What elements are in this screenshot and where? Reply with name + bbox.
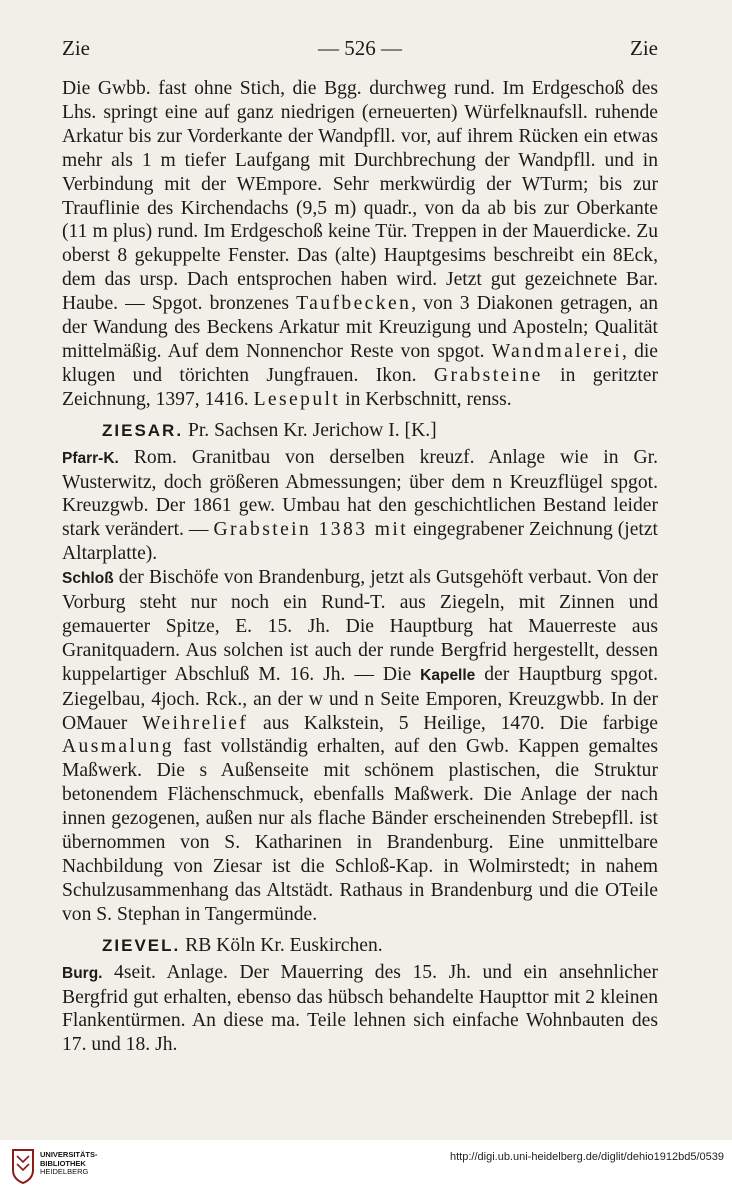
- subheading-schloss: Schloß: [62, 570, 114, 588]
- place-name-zievel: ZIEVEL.: [102, 935, 181, 955]
- paragraph-burg: Burg. 4seit. Anlage. Der Mauerring des 15. Jh. und ein ansehnlicher Bergfrid gut erhalten, ebenso das hübsch behandelte Haupttor mit 2 kleinen Flankentürmen. An diese ma. Teile lehnen sich einfache Wohnbauten des 17. und 18. Jh.: [62, 961, 658, 1056]
- subheading-kapelle: Kapelle: [420, 666, 476, 684]
- paragraph-pfarr-k: Pfarr-K. Rom. Granitbau von derselben kreuzf. Anlage wie in Gr. Wusterwitz, doch größeren Abmessungen; über dem n Kreuzflügel spgot. Kreuzgwb. Der 1861 gew. Umbau hat den geschichtlichen Bestand leider stark verändert. — Grabstein 1383 mit eingegrabener Zeichnung (jetzt Altarplatte).: [62, 446, 659, 565]
- paragraph-church-description: Die Gwbb. fast ohne Stich, die Bgg. durchweg rund. Im Erdgeschoß des Lhs. springt eine auf ganz niedrigen (erneuerten) Würfelknaufsll. ruhende Arkatur bis zur Vorderkante der Wandpfll. vor, auf ihrem Rücken ein etwas mehr als 1 m tiefer Laufgang mit Durchbrechung der Wandpfll. und in Verbindung mit der WEmpore. Sehr merkwürdig der WTurm; bis zur Trauflinie des Kirchendachs (9,5 m) quadr., von da ab bis zur Oberkante (11 m plus) rund. Im Erdgeschoß keine Tür. Treppen in der Mauerdicke. Zu oberst 8 gekuppelte Fenster. Das (alte) Hauptgesims beschreibt ein 8Eck, dem das ursp. Dach entsprochen haben wird. Jetzt gut gezeichnete Bar. Haube. — Spgot. bronzenes Taufbecken, von 3 Diakonen getragen, an der Wandung des Beckens Arkatur mit Kreuzigung und Aposteln; Qualität mittelmäßig. Auf dem Nonnenchor Reste von spgot. Wandmalerei, die klugen und törichten Jungfrauen. Ikon. Grabsteine in geritzter Zeichnung, 1397, 1416. Lesepult in Kerbschnitt, renss.: [62, 78, 659, 410]
- place-name-ziesar: ZIESAR.: [102, 420, 184, 440]
- subheading-pfarr-k: Pfarr-K.: [62, 449, 119, 467]
- body-text: [62, 77, 658, 1057]
- library-logo[interactable]: UNIVERSITÄTS- BIBLIOTHEK HEIDELBERG: [10, 1148, 110, 1188]
- entry-heading-zievel: ZIEVEL. RB Köln Kr. Euskirchen.: [102, 934, 383, 956]
- page-number: — 526 —: [318, 36, 402, 60]
- library-seal-icon: [10, 1148, 36, 1184]
- header-left: Zie: [62, 36, 90, 60]
- header-right: Zie: [630, 36, 658, 60]
- running-header: [62, 34, 658, 62]
- source-url-link[interactable]: http://digi.ub.uni-heidelberg.de/diglit/dehio1912bd5/0539: [450, 1151, 724, 1163]
- entry-heading-ziesar: ZIESAR. Pr. Sachsen Kr. Jerichow I. [K.]: [102, 419, 437, 441]
- footer-bar: [0, 1140, 732, 1192]
- paragraph-schloss: Schloß der Bischöfe von Brandenburg, jetzt als Gutsgehöft verbaut. Von der Vorburg steht nur noch ein Rund-T. aus Ziegeln, mit Zinnen und gemauerter Spitze, E. 15. Jh. Die Hauptburg hat Mauerreste aus Granitquadern. Aus solchen ist auch der runde Bergfrid hergestellt, dessen kuppelartiger Abschluß M. 16. Jh. — Die Kapelle der Hauptburg spgot. Ziegelbau, 4joch. Rck., an der w und n Seite Emporen, Kreuzgwbb. In der OMauer Weihrelief aus Kalkstein, 5 Heilige, 1470. Die farbige Ausmalung fast vollständig erhalten, auf den Gwb. Kappen gemaltes Maßwerk. Die s Außenseite mit schönem plastischen, die Struktur betonendem Flächenschmuck, ebenfalls Maßwerk. Die Anlage der nach innen gezogenen, außen nur als flache Bänder erscheinenden Strebepfll. ist übernommen von S. Katharinen in Brandenburg. Eine unmittelbare Nachbildung von Ziesar ist die Schloß-Kap. in Wolmirstedt; in nahem Schulzusammenhang das Altstädt. Rathaus in Brandenburg und die OTeile von S. Stephan in Tangermünde.: [62, 567, 659, 925]
- subheading-burg: Burg.: [62, 964, 103, 982]
